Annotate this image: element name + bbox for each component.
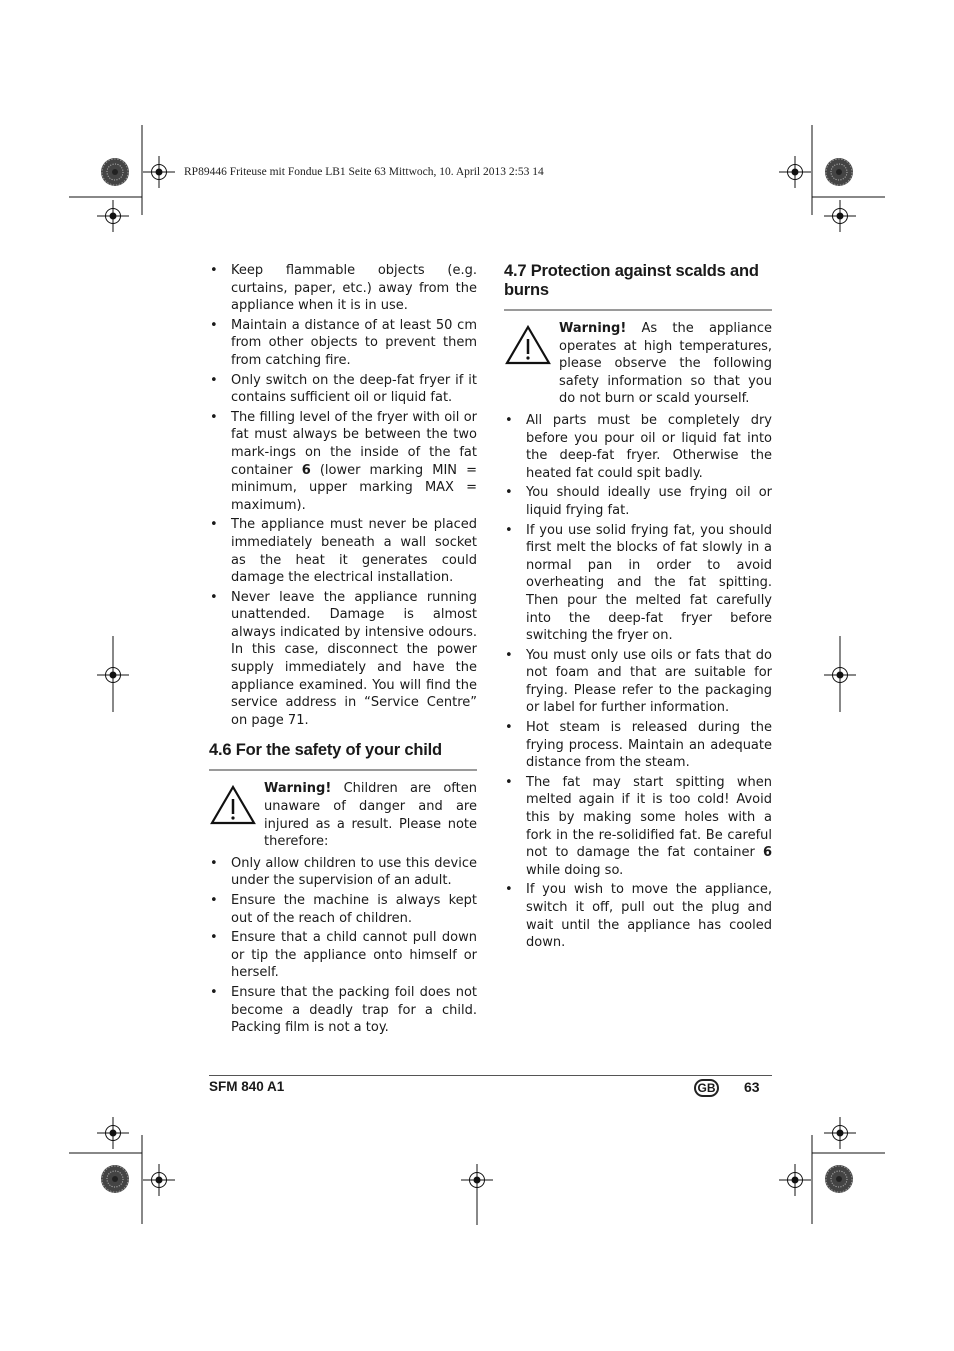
bullet-list	[209, 262, 477, 729]
page-number: 63	[744, 1079, 760, 1095]
list-item: • The fat may start spitting when melted again if it is too cold! Avoid this by making some holes with a fork in the re-solidified fat. Be careful not to damage the fat container 6 while doing so.	[504, 774, 772, 880]
list-item: • You should ideally use frying oil or liquid frying fat.	[504, 484, 772, 519]
list-item: • Only switch on the deep-fat fryer if it contains sufficient oil or liquid fat.	[209, 372, 477, 407]
list-item: • Hot steam is released during the frying process. Maintain an adequate distance from the steam.	[504, 719, 772, 772]
model-number: SFM 840 A1	[209, 1079, 285, 1094]
list-item: • The appliance must never be placed immediately beneath a wall socket as the heat it generates could damage the electrical installation.	[209, 516, 477, 586]
bullet-list	[209, 855, 477, 1037]
language-badge: GB	[694, 1079, 719, 1097]
list-item: • You must only use oils or fats that do not foam and that are suitable for frying. Please refer to the packaging or label for further information.	[504, 647, 772, 717]
warning-triangle-icon	[209, 784, 257, 826]
list-item: • Never leave the appliance running unattended. Damage is almost always indicated by intensive odours. In this case, disconnect the power supply immediately and have the appliance examined. You will find the service address in “Service Centre” on page 71.	[209, 589, 477, 730]
warning-text: Warning! As the appliance operates at high temperatures, please observe the following safety information so that you do not burn or scald yourself.	[559, 321, 772, 407]
list-item: • Maintain a distance of at least 50 cm from other objects to prevent them from catching fire.	[209, 317, 477, 370]
warning-triangle-icon	[504, 324, 552, 366]
warning-text: Warning! Children are often unaware of danger and are injured as a result. Please note therefore:	[264, 781, 477, 850]
list-item: • Ensure that the packing foil does not become a deadly trap for a child. Packing film is not a toy.	[209, 984, 477, 1037]
list-item: • Keep flammable objects (e.g. curtains, paper, etc.) away from the appliance when it is in use.	[209, 262, 477, 315]
list-item: • The filling level of the fryer with oil or fat must always be between the two mark-ings on the inside of the fat container 6 (lower marking MIN = minimum, upper marking MAX = maximum).	[209, 409, 477, 515]
list-item: • If you wish to move the appliance, switch it off, pull out the plug and wait until the appliance has cooled down.	[504, 881, 772, 951]
section-heading: 4.6 For the safety of your child	[209, 741, 477, 771]
list-item: • Ensure that a child cannot pull down or tip the appliance onto himself or herself.	[209, 929, 477, 982]
left-column	[209, 262, 477, 1039]
print-slug: RP89446 Friteuse mit Fondue LB1 Seite 63 Mittwoch, 10. April 2013 2:53 14	[184, 166, 544, 178]
page-footer	[209, 1075, 772, 1102]
list-item: • All parts must be completely dry before you pour oil or liquid fat into the deep-fat fryer. Otherwise the heated fat could spit badly.	[504, 412, 772, 482]
warning-box	[504, 320, 772, 408]
right-column	[504, 262, 772, 954]
list-item: • Only allow children to use this device under the supervision of an adult.	[209, 855, 477, 890]
section-heading: 4.7 Protection against scalds and burns	[504, 262, 772, 311]
list-item: • If you use solid frying fat, you should first melt the blocks of fat slowly in a normal pan in order to avoid overheating and the fat spitting. Then pour the melted fat carefully into the deep-fat fryer before switching the fryer on.	[504, 522, 772, 645]
bullet-list	[504, 412, 772, 952]
warning-box	[209, 780, 477, 850]
list-item: • Ensure the machine is always kept out of the reach of children.	[209, 892, 477, 927]
